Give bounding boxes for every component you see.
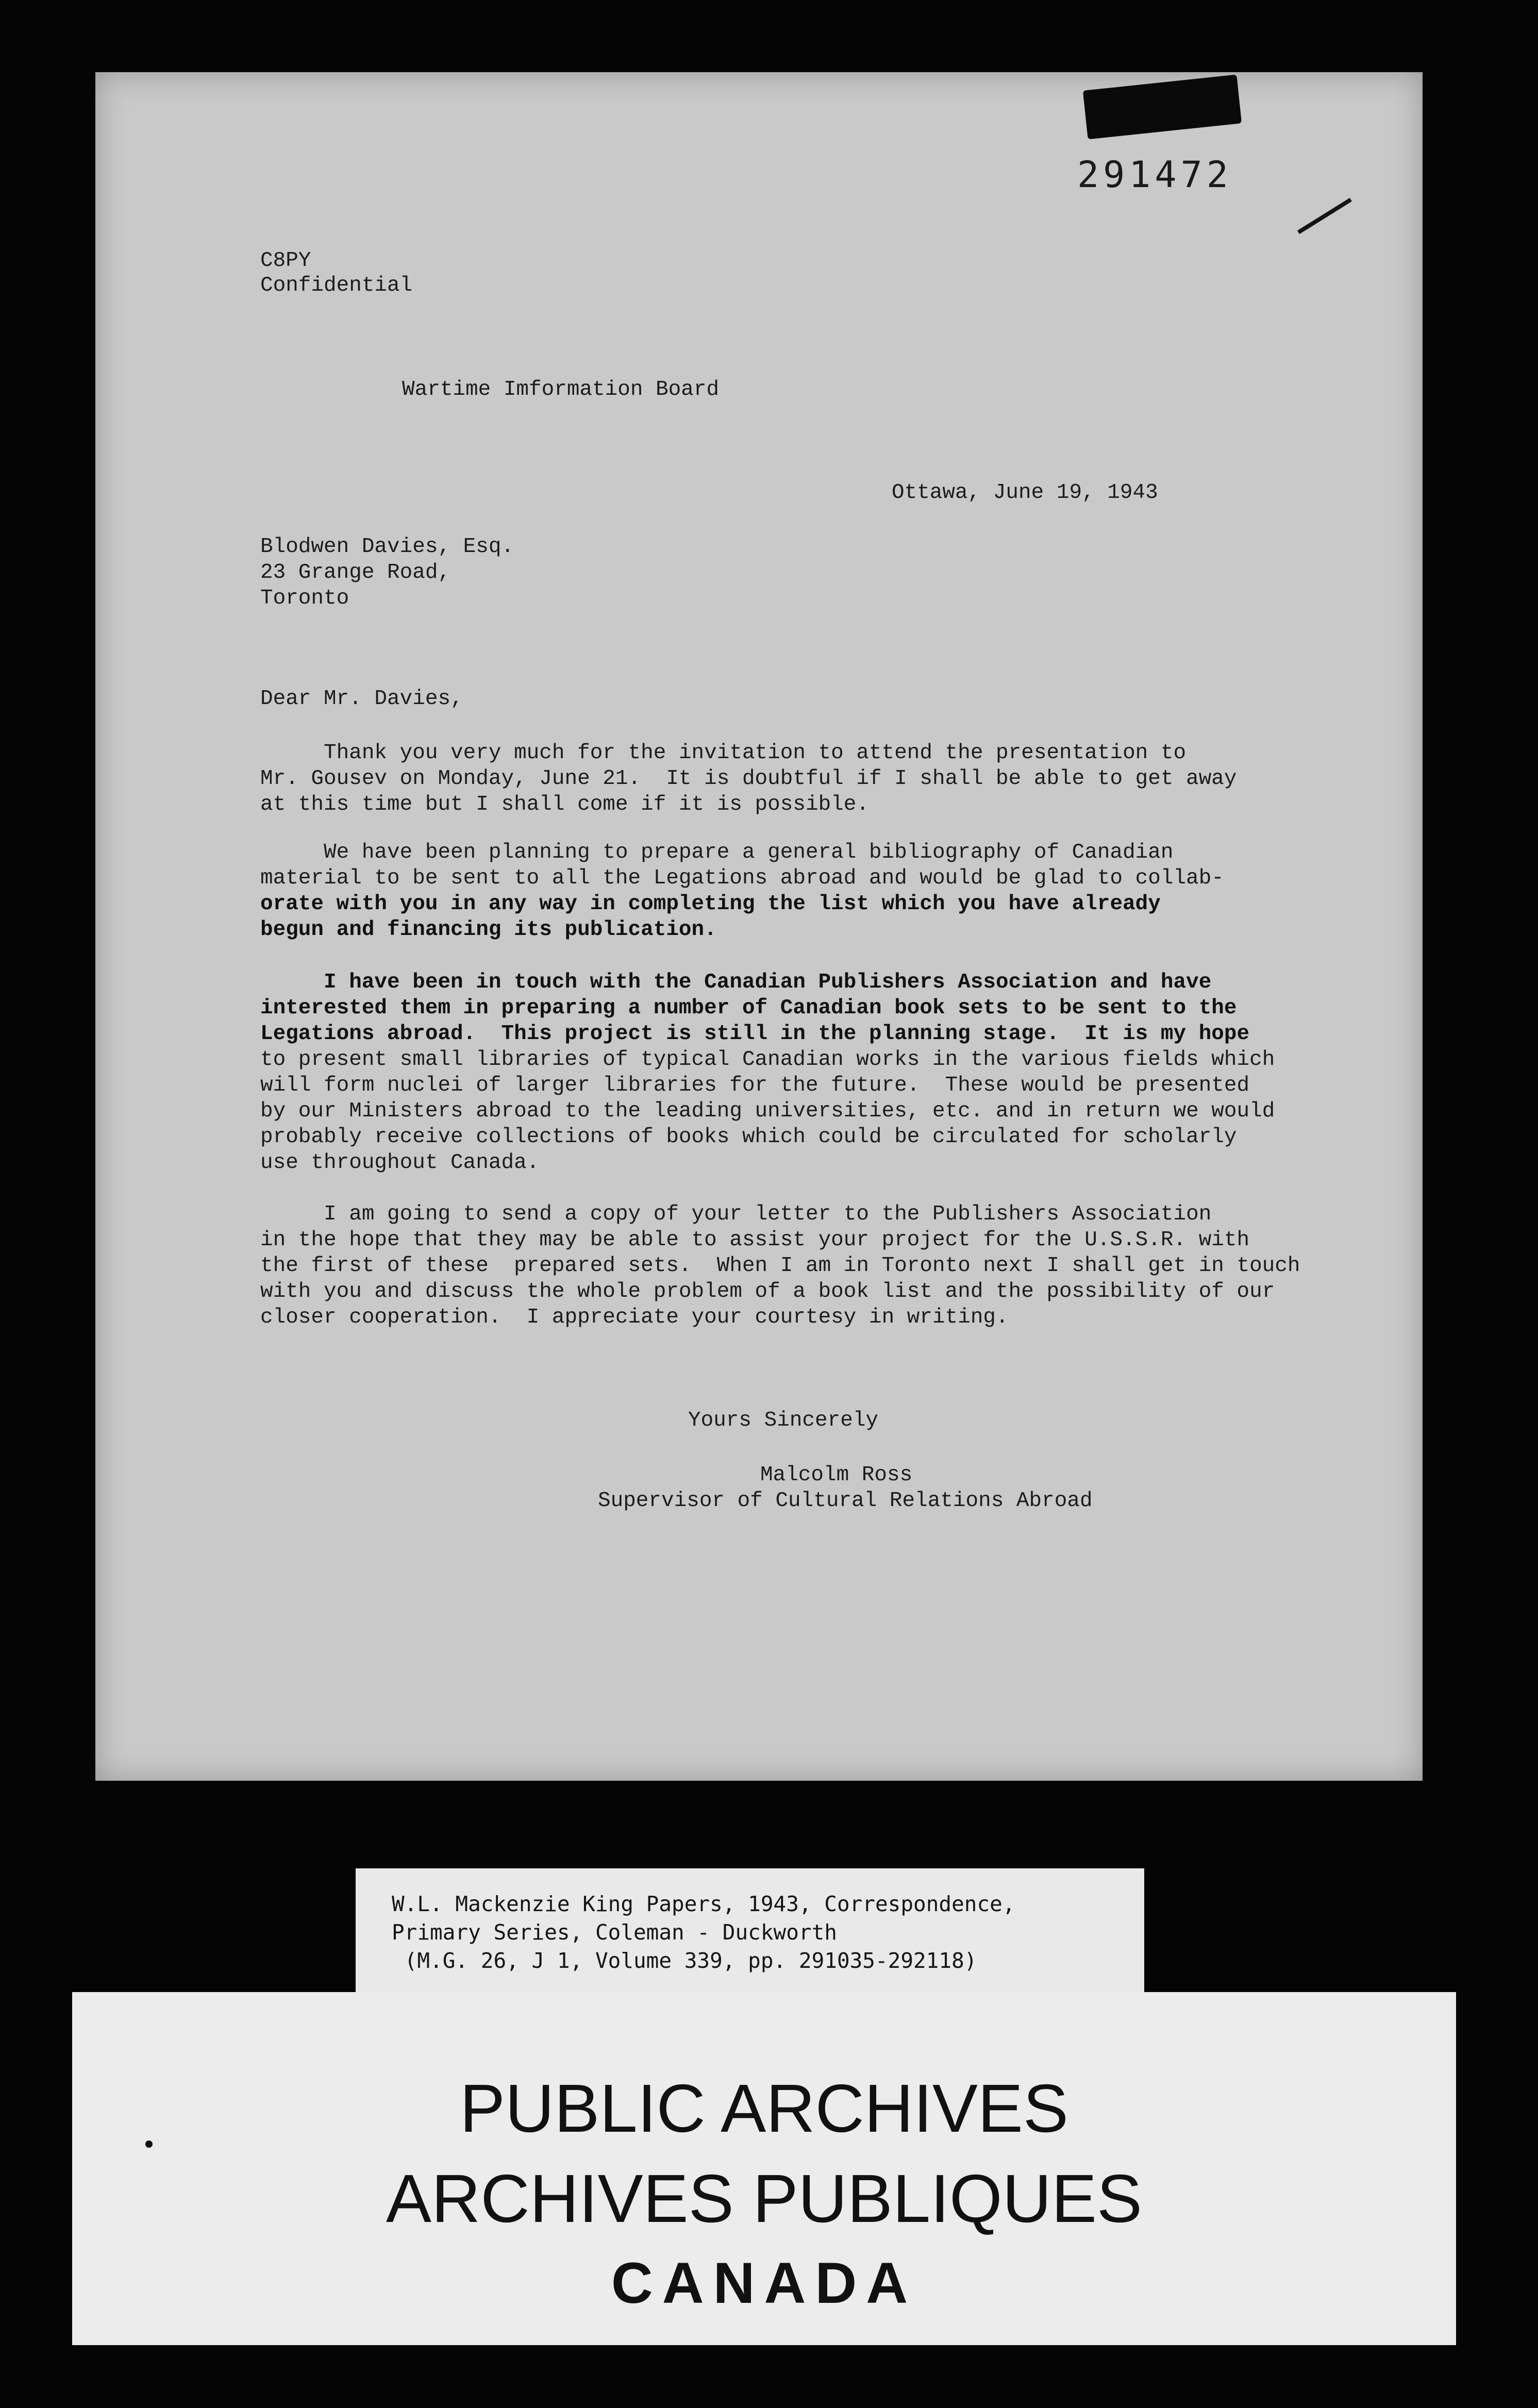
body-line: Legations abroad. This project is still in the planning stage. It is my hope <box>260 1022 1250 1046</box>
recipient-line: 23 Grange Road, <box>260 561 451 584</box>
letter-date: Ottawa, June 19, 1943 <box>892 481 1158 505</box>
body-line: material to be sent to all the Legations abroad and would be glad to collab- <box>260 866 1224 890</box>
body-line: the first of these prepared sets. When I am in Toronto next I shall get in touch <box>260 1254 1300 1278</box>
body-line: interested them in preparing a number of Canadian book sets to be sent to the <box>260 996 1237 1020</box>
body-line: I am going to send a copy of your letter to the Publishers Association <box>260 1202 1212 1226</box>
body-line: Thank you very much for the invitation to attend the presentation to <box>260 741 1186 765</box>
archives-line-country: CANADA <box>611 2251 917 2315</box>
body-line: use throughout Canada. <box>260 1151 540 1175</box>
body-line: at this time but I shall come if it is possible. <box>260 793 869 816</box>
signer-name: Malcolm Ross <box>760 1463 913 1487</box>
label-line: Primary Series, Coleman - Duckworth <box>392 1920 837 1945</box>
signer-title: Supervisor of Cultural Relations Abroad <box>598 1489 1093 1513</box>
body-line: I have been in touch with the Canadian Publishers Association and have <box>260 971 1212 994</box>
page-number: 291472 <box>1077 154 1232 196</box>
label-line: (M.G. 26, J 1, Volume 339, pp. 291035-292118) <box>392 1948 977 1973</box>
body-line: We have been planning to prepare a general bibliography of Canadian <box>260 841 1174 864</box>
classification: Confidential <box>260 274 413 297</box>
body-line: probably receive collections of books which could be circulated for scholarly <box>260 1125 1237 1149</box>
body-line: begun and financing its publication. <box>260 918 717 942</box>
body-line: to present small libraries of typical Canadian works in the various fields which <box>260 1048 1275 1072</box>
archives-line-english: PUBLIC ARCHIVES <box>459 2070 1069 2146</box>
archives-line-french: ARCHIVES PUBLIQUES <box>386 2161 1143 2236</box>
body-line: with you and discuss the whole problem of a book list and the possibility of our <box>260 1280 1275 1303</box>
body-line: orate with you in any way in completing the list which you have already <box>260 892 1161 916</box>
body-line: in the hope that they may be able to assist your project for the U.S.S.R. with <box>260 1228 1250 1252</box>
body-line: by our Ministers abroad to the leading universities, etc. and in return we would <box>260 1099 1275 1123</box>
body-line: Mr. Gousev on Monday, June 21. It is doubtful if I shall be able to get away <box>260 767 1237 791</box>
ink-dot <box>145 2141 153 2148</box>
salutation: Dear Mr. Davies, <box>260 687 463 711</box>
body-line: will form nuclei of larger libraries for the future. These would be presented <box>260 1074 1250 1097</box>
closing: Yours Sincerely <box>688 1409 879 1432</box>
recipient-line: Blodwen Davies, Esq. <box>260 535 514 559</box>
recipient-line: Toronto <box>260 587 349 610</box>
copy-mark: C8PY <box>260 249 311 273</box>
label-line: W.L. Mackenzie King Papers, 1943, Correspondence, <box>392 1892 1015 1916</box>
archives-stamp <box>72 1992 1456 2345</box>
archive-reference-label <box>356 1868 1144 1992</box>
organization-heading: Wartime Imformation Board <box>402 378 720 402</box>
body-line: closer cooperation. I appreciate your courtesy in writing. <box>260 1306 1009 1329</box>
